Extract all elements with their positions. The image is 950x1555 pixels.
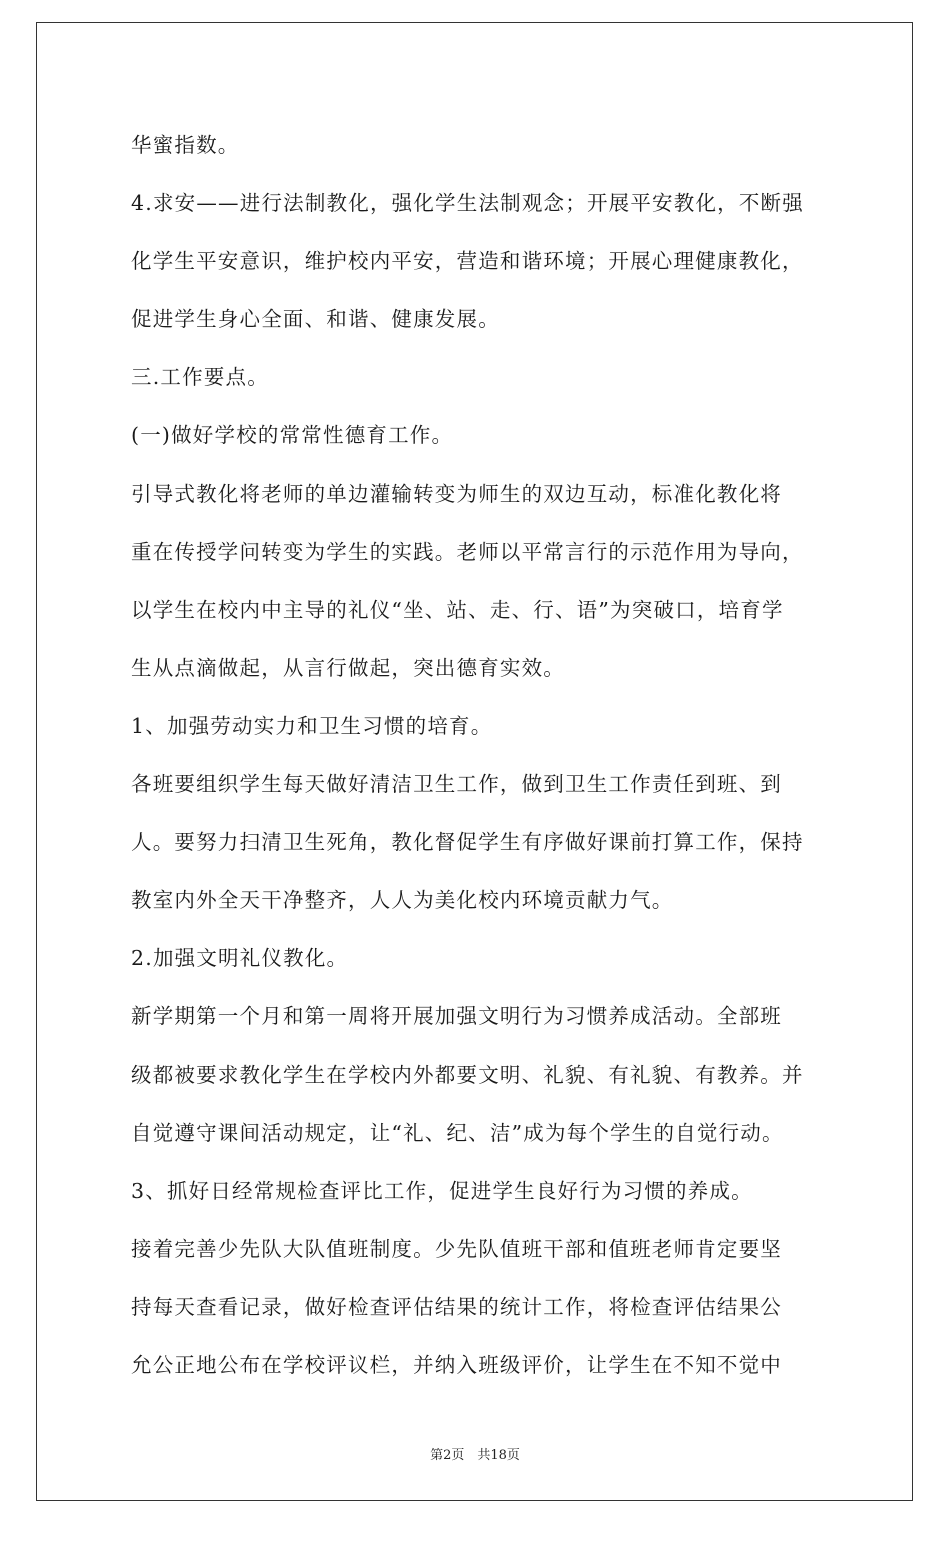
text-line: 华蜜指数。	[131, 133, 240, 157]
text-line: 人。要努力扫清卫生死角，教化督促学生有序做好课前打算工作，保持	[131, 830, 804, 855]
text-line: 级都被要求教化学生在学校内外都要文明、礼貌、有礼貌、有教养。并	[131, 1062, 804, 1087]
text-line: 自觉遵守课间活动规定，让“礼、纪、洁”成为每个学生的自觉行动。	[131, 1120, 784, 1145]
section-heading: 三.工作要点。	[131, 365, 269, 390]
page-number-footer: 第2页 共18页	[430, 1448, 520, 1463]
text-line: 化学生平安意识，维护校内平安，营造和谐环境；开展心理健康教化，	[131, 249, 804, 274]
item-heading: 3、抓好日经常规检查评比工作，促进学生良好行为习惯的养成。	[131, 1178, 753, 1203]
text-line: 生从点滴做起，从言行做起，突出德育实效。	[131, 655, 565, 680]
text-line: 促进学生身心全面、和谐、健康发展。	[131, 307, 500, 332]
text-line: 接着完善少先队大队值班制度。少先队值班干部和值班老师肯定要坚	[131, 1236, 782, 1261]
text-line: 引导式教化将老师的单边灌输转变为师生的双边互动，标准化教化将	[131, 481, 782, 506]
text-line: 各班要组织学生每天做好清洁卫生工作，做到卫生工作责任到班、到	[131, 772, 782, 797]
text-line: 持每天查看记录，做好检查评估结果的统计工作，将检查评估结果公	[131, 1294, 782, 1319]
text-line: 允公正地公布在学校评议栏，并纳入班级评价，让学生在不知不觉中	[131, 1352, 782, 1377]
document-body	[131, 116, 831, 1394]
text-line: 新学期第一个月和第一周将开展加强文明行为习惯养成活动。全部班	[131, 1004, 782, 1029]
item-heading: 2.加强文明礼仪教化。	[131, 946, 349, 971]
text-line: 以学生在校内中主导的礼仪“坐、站、走、行、语”为突破口，培育学	[131, 597, 784, 622]
text-line: 重在传授学问转变为学生的实践。老师以平常言行的示范作用为导向，	[131, 539, 804, 564]
item-heading: 1、加强劳动实力和卫生习惯的培育。	[131, 713, 493, 738]
text-line: 4.求安——进行法制教化，强化学生法制观念；开展平安教化，不断强	[131, 191, 804, 216]
subsection-heading: (一)做好学校的常常性德育工作。	[131, 423, 454, 448]
text-line: 教室内外全天干净整齐，人人为美化校内环境贡献力气。	[131, 888, 674, 913]
